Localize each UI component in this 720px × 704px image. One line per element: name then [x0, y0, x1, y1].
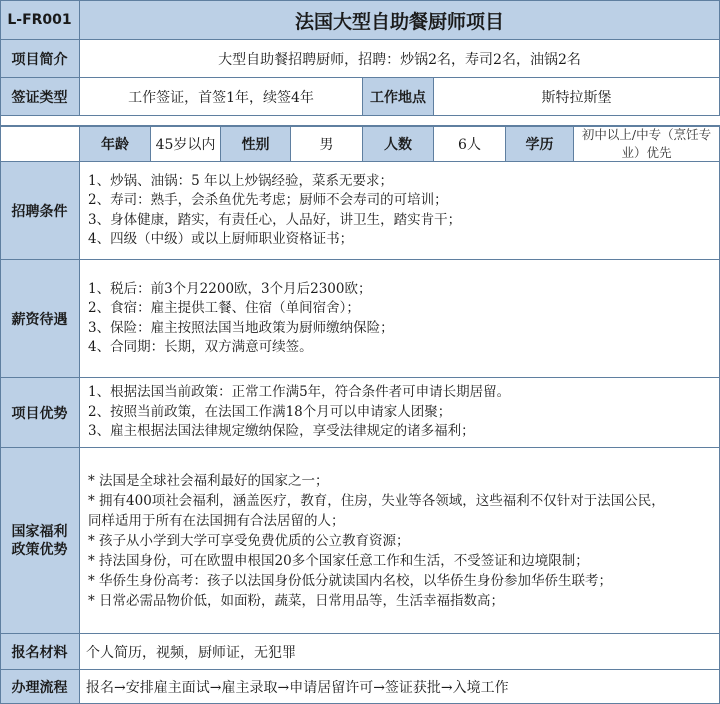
- list-item: 同样适用于所有在法国拥有合法居留的人；: [88, 512, 345, 529]
- location-value: 斯特拉斯堡: [434, 78, 720, 116]
- salary-content: [80, 260, 720, 378]
- intro-text: 大型自助餐招聘厨师，招聘：炒锅2名，寿司2名，油锅2名: [80, 40, 720, 78]
- title-row: [0, 0, 720, 40]
- intro-label: 项目简介: [0, 40, 80, 78]
- advantages-content: [80, 378, 720, 448]
- conditions-list: [88, 172, 461, 250]
- process-row: [0, 670, 720, 704]
- list-item: * 法国是全球社会福利最好的国家之一；: [88, 472, 329, 489]
- intro-row: [0, 40, 720, 78]
- list-item: * 拥有400项社会福利，涵盖医疗，教育，住房，失业等各领域，这些福利不仅针对于法国公民，: [88, 492, 665, 509]
- list-item: * 持法国身份，可在欧盟申根国20多个国家任意工作和生活，不受签证和边境限制；: [88, 552, 589, 569]
- advantages-list: [88, 383, 510, 442]
- section-gap: [0, 116, 720, 126]
- list-item: 3、保险：雇主按照法国当地政策为厨师缴纳保险；: [88, 319, 394, 336]
- process-text: 报名→安排雇主面试→雇主录取→申请居留许可→签证获批→入境工作: [80, 670, 720, 704]
- list-item: 3、雇主根据法国法律规定缴纳保险，享受法律规定的诸多福利；: [88, 423, 475, 440]
- list-item: * 孩子从小学到大学可享受免费优质的公立教育资源；: [88, 532, 410, 549]
- education-value: [574, 126, 720, 162]
- list-item: 2、寿司：熟手，会杀鱼优先考虑；厨师不会寿司的可培训；: [88, 192, 448, 208]
- list-item: 1、根据法国当前政策：正常工作满5年，符合条件者可申请长期居留。: [88, 384, 511, 401]
- gender-value: 男: [291, 126, 363, 162]
- salary-list: [88, 280, 394, 358]
- visa-label: 签证类型: [0, 78, 80, 116]
- list-item: 1、税后：前3个月2200欧，3个月后2300欧；: [88, 280, 372, 297]
- age-label: 年龄: [80, 126, 151, 162]
- list-item: * 日常必需品物价低，如面粉，蔬菜，日常用品等，生活幸福指数高；: [88, 592, 505, 609]
- requirements-row: [0, 126, 720, 162]
- welfare-label-line1: 国家福利: [11, 523, 68, 540]
- list-item: 4、合同期：长期，双方满意可续签。: [88, 339, 313, 355]
- conditions-label: 招聘条件: [0, 162, 80, 260]
- welfare-list: [88, 471, 665, 611]
- requirements-spacer: [0, 126, 80, 162]
- list-item: 1、炒锅、油锅：5 年以上炒锅经验，菜系无要求；: [88, 172, 393, 189]
- location-label: 工作地点: [363, 78, 434, 116]
- visa-text: 工作签证，首签1年，续签4年: [80, 78, 363, 116]
- list-item: 2、按照当前政策，在法国工作满18个月可以申请家人团聚；: [88, 403, 452, 420]
- list-item: 4、四级（中级）或以上厨师职业资格证书；: [88, 231, 354, 247]
- materials-text: 个人简历，视频，厨师证，无犯罪: [80, 634, 720, 670]
- gender-label: 性别: [221, 126, 291, 162]
- age-value: 45岁以内: [151, 126, 221, 162]
- welfare-label: [0, 448, 80, 634]
- materials-row: [0, 634, 720, 670]
- education-value-line2: 业）优先: [621, 145, 672, 160]
- process-label: 办理流程: [0, 670, 80, 704]
- project-code: L-FR001: [0, 0, 80, 40]
- advantages-row: [0, 378, 720, 448]
- materials-label: 报名材料: [0, 634, 80, 670]
- list-item: 2、食宿：雇主提供工餐、住宿（单间宿舍）；: [88, 300, 360, 316]
- count-label: 人数: [363, 126, 434, 162]
- visa-row: [0, 78, 720, 116]
- salary-row: [0, 260, 720, 378]
- welfare-content: [80, 448, 720, 634]
- conditions-content: [80, 162, 720, 260]
- welfare-row: [0, 448, 720, 634]
- education-label: 学历: [506, 126, 574, 162]
- advantages-label: 项目优势: [0, 378, 80, 448]
- count-value: 6人: [434, 126, 506, 162]
- list-item: 3、身体健康，踏实，有责任心，人品好，讲卫生，踏实肯干；: [88, 211, 462, 228]
- salary-label: 薪资待遇: [0, 260, 80, 378]
- list-item: * 华侨生身份高考：孩子以法国身份低分就读国内名校，以华侨生身份参加华侨生联考；: [88, 572, 613, 589]
- education-value-line1: 初中以上/中专（烹饪专: [581, 127, 712, 142]
- welfare-label-line2: 政策优势: [11, 541, 68, 558]
- page-title: 法国大型自助餐厨师项目: [80, 0, 720, 40]
- conditions-row: [0, 162, 720, 260]
